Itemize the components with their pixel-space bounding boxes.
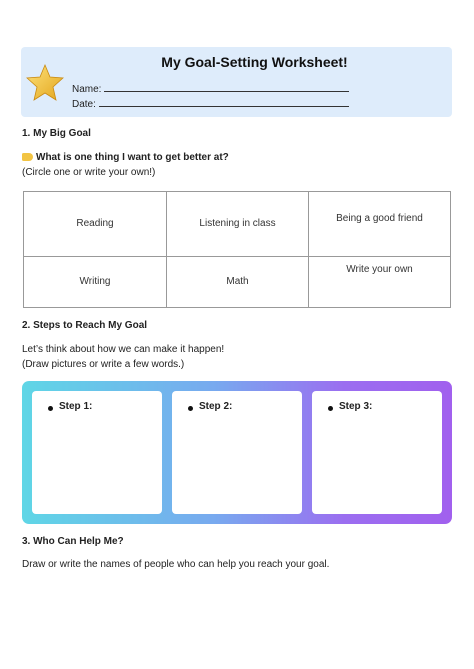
goal-question <box>22 152 229 163</box>
date-field[interactable] <box>72 98 349 110</box>
option-cell[interactable] <box>24 257 167 307</box>
step-box[interactable] <box>32 391 162 514</box>
helpers-instruction: Draw or write the names of people who can help you reach your goal. <box>22 559 330 570</box>
goal-options-grid <box>23 191 451 308</box>
section1-heading: 1. My Big Goal <box>22 128 91 139</box>
option-label: Writing <box>79 276 111 287</box>
step-box[interactable] <box>172 391 302 514</box>
section2-heading: 2. Steps to Reach My Goal <box>22 320 148 331</box>
option-label: Reading <box>76 218 114 229</box>
steps-intro: Let’s think about how we can make it happen! <box>22 344 225 355</box>
step-box[interactable] <box>312 391 442 514</box>
option-label: Being a good friend <box>336 213 423 224</box>
bullet-icon <box>188 406 193 411</box>
step-label: Step 3: <box>339 401 373 412</box>
option-label: Math <box>226 276 249 287</box>
option-cell[interactable] <box>309 192 450 257</box>
goal-question-text: What is one thing I want to get better at? <box>36 152 229 163</box>
steps-instruction: (Draw pictures or write a few words.) <box>22 359 185 370</box>
steps-panel <box>22 381 452 524</box>
page-title: My Goal-Setting Worksheet! <box>161 54 348 70</box>
option-cell[interactable] <box>24 192 167 257</box>
date-label: Date: <box>72 99 96 110</box>
section3-heading: 3. Who Can Help Me? <box>22 536 124 547</box>
option-cell[interactable] <box>309 257 450 307</box>
bullet-icon <box>48 406 53 411</box>
option-label: Write your own <box>346 264 413 275</box>
name-field[interactable] <box>72 83 349 95</box>
name-label: Name: <box>72 84 102 95</box>
worksheet-header <box>21 47 452 117</box>
name-line[interactable] <box>104 83 349 92</box>
option-cell[interactable] <box>167 192 309 257</box>
step-label: Step 1: <box>59 401 93 412</box>
date-line[interactable] <box>99 98 349 107</box>
bullet-icon <box>328 406 333 411</box>
step-label: Step 2: <box>199 401 233 412</box>
option-label: Listening in class <box>199 218 276 229</box>
goal-instruction: (Circle one or write your own!) <box>22 167 156 178</box>
pointing-hand-icon <box>22 153 33 161</box>
option-cell[interactable] <box>167 257 309 307</box>
